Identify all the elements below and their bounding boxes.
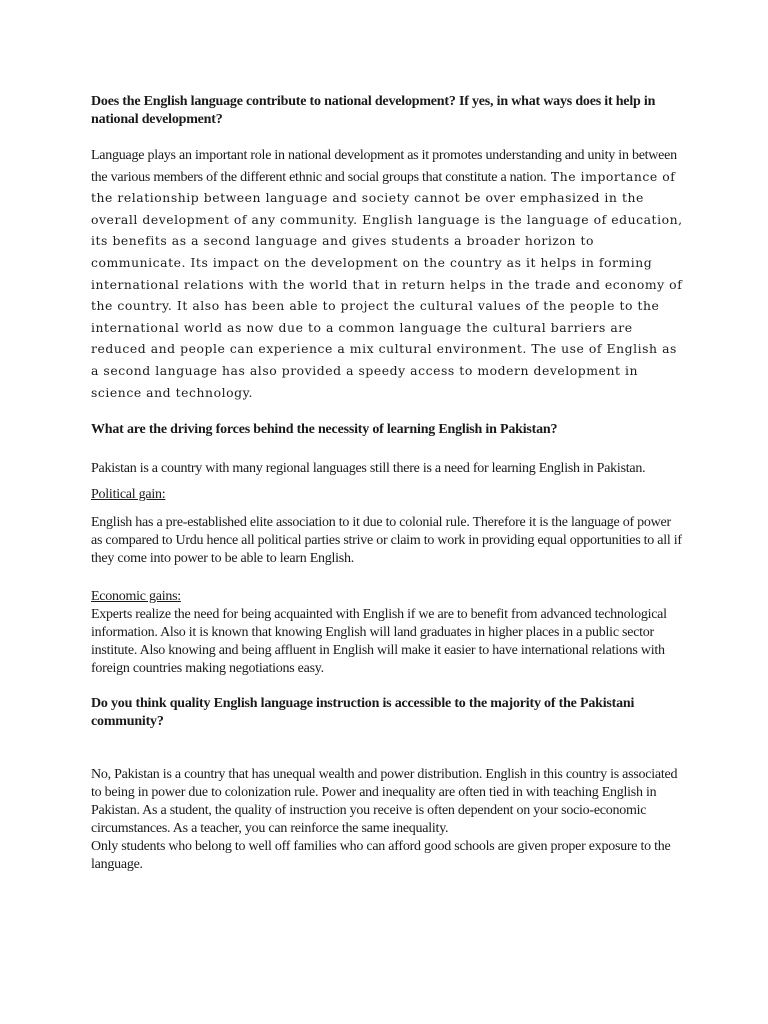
question-1-heading: Does the English language contribute to national development? If yes, in what ways does it help in national development? — [91, 94, 656, 127]
political-gain-heading: Political gain: — [91, 487, 166, 503]
document-page — [91, 93, 683, 874]
political-gain-paragraph: English has a pre-established elite association to it due to colonial rule. Therefore it is the language of power as compared to Urdu hence all political parties strive or claim to work in providing equal opportunities to all if they come into power to be able to learn English. — [91, 515, 682, 567]
answer-1-body-text: The importance of the relationship between language and society cannot be over emphasized in the overall development of any community. English language is the language of education, its benefits as a second language and gives students a broader horizon to communicate. Its impact on the development on the country as it helps in forming international relations with the world that in return helps in the trade and economy of the country. It also has been able to project the cultural values of the people to the international world as now due to a common language the cultural barriers are reduced and people can experience a mix cultural environment. The use of English as a second language has also provided a speedy access to modern development in science and technology. — [91, 168, 683, 400]
economic-gains-heading: Economic gains: — [91, 589, 181, 605]
answer-1-paragraph — [91, 146, 683, 404]
question-2-heading: What are the driving forces behind the necessity of learning English in Pakistan? — [91, 422, 558, 438]
answer-3-paragraph-2: Only students who belong to well off families who can afford good schools are given proper exposure to the language. — [91, 839, 671, 873]
economic-gains-paragraph: Experts realize the need for being acquainted with English if we are to benefit from advanced technological information. Also it is known that knowing English will land graduates in higher places in a public sector institute. Also knowing and being affluent in English will make it easier to have international relations with foreign countries making negotiations easy. — [91, 607, 667, 677]
question-3-heading: Do you think quality English language instruction is accessible to the majority of the Pakistani community? — [91, 696, 635, 730]
answer-1-opening-text: Language plays an important role in national development as it promotes understanding and unity in between the various members of the different ethnic and social groups that constitute a nation. — [91, 148, 677, 185]
answer-3-paragraph-1: No, Pakistan is a country that has unequal wealth and power distribution. English in this country is associated to being in power due to colonization rule. Power and inequality are often tied in with teaching English in Pakistan. As a student, the quality of instruction you receive is often dependent on your socio-economic circumstances. As a teacher, you can reinforce the same inequality. — [91, 767, 678, 837]
answer-2-intro: Pakistan is a country with many regional languages still there is a need for learning English in Pakistan. — [91, 461, 646, 477]
